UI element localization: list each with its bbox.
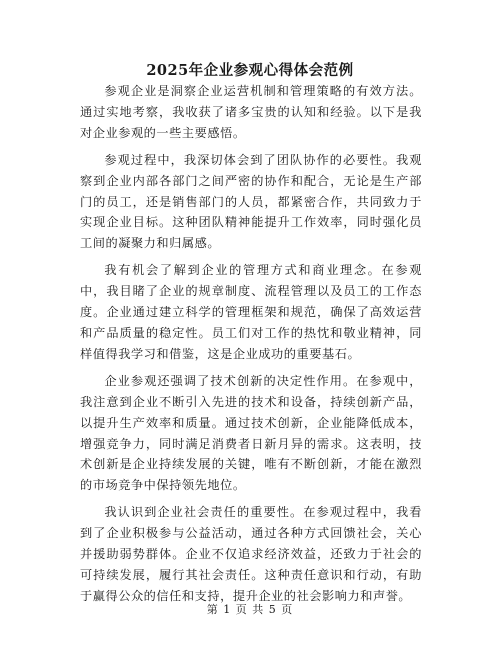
- paragraph-innovation: 企业参观还强调了技术创新的决定性作用。在参观中，我注意到企业不断引入先进的技术和设备，持续创新产品，以提升生产效率和质量。通过技术创新，企业能降低成本，增强竞争力，同时满足消费者日新月异的需求。这表明，技术创新是企业持续发展的关键，唯有不断创新，才能在激烈的市场竞争中保持领先地位。: [80, 373, 422, 493]
- paragraph-teamwork: 参观过程中，我深切体会到了团队协作的必要性。我观察到企业内部各部门之间严密的协作和配合，无论是生产部门的员工，还是销售部门的人员，都紧密合作，共同致力于实现企业目标。这种团队精神能提升工作效率，同时强化员工间的凝聚力和归属感。: [80, 152, 422, 251]
- paragraph-management: 我有机会了解到企业的管理方式和商业理念。在参观中，我目睹了企业的规章制度、流程管理以及员工的工作态度。企业通过建立科学的管理框架和规范，确保了高效运营和产品质量的稳定性。员工们对工作的热忱和敬业精神，同样值得我学习和借鉴，这是企业成功的重要基石。: [80, 263, 422, 361]
- document-body: [80, 81, 422, 613]
- paragraph-social-responsibility: 我认识到企业社会责任的重要性。在参观过程中，我看到了企业积极参与公益活动，通过各种方式回馈社会，关心并援助弱势群体。企业不仅追求经济效益，还致力于社会的可持续发展，履行其社会责任。这种责任意识和行动，有助于赢得公众的信任和支持，提升企业的社会影响力和声誉。: [80, 505, 422, 603]
- page-number-footer: 第 1 页 共 5 页: [206, 603, 294, 616]
- paragraph-intro: 参观企业是洞察企业运营机制和管理策略的有效方法。通过实地考察，我收获了诸多宝贵的认知和经验。以下是我对企业参观的一些主要感悟。: [80, 84, 422, 140]
- document-title: 2025年企业参观心得体会范例: [146, 62, 354, 79]
